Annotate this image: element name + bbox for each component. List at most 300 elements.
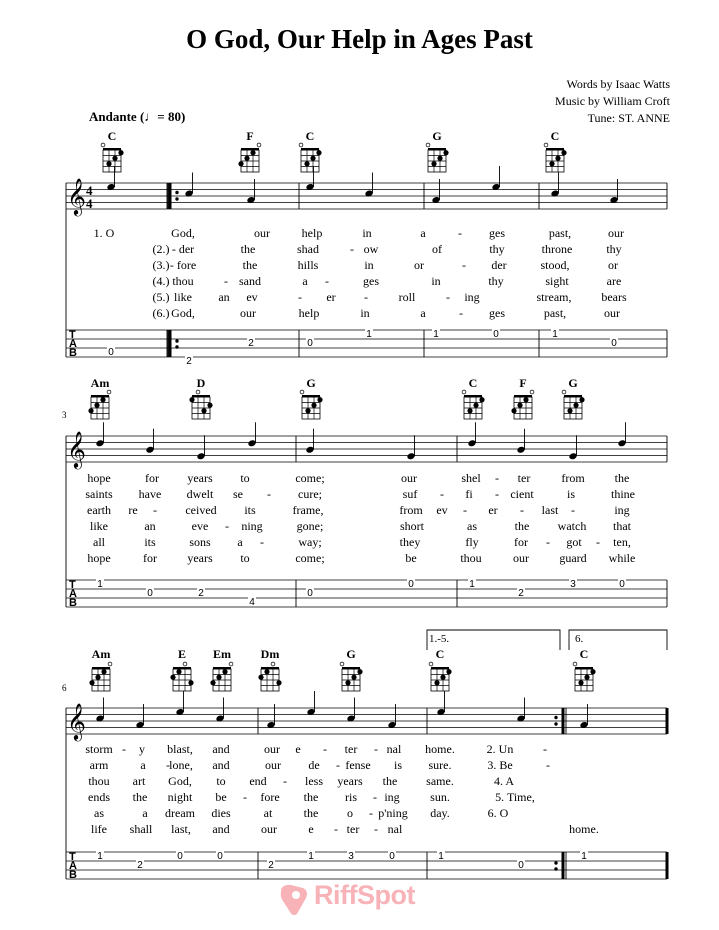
verse-number: (6.) <box>152 306 170 320</box>
lyric-syllable: short <box>400 519 424 533</box>
lyric-syllable: thine <box>611 487 635 501</box>
lyric-syllable: all <box>93 535 105 549</box>
chord-diagram <box>426 143 449 172</box>
chord-diagram <box>88 390 111 419</box>
lyric-syllable: - <box>546 535 550 549</box>
chord-diagram <box>89 662 112 691</box>
chord-diagram <box>300 390 323 419</box>
lyric-syllable: home. <box>569 822 599 836</box>
lyric-syllable: - <box>520 503 524 517</box>
lyric-syllable: at <box>263 806 273 820</box>
lyric-syllable: ev <box>246 290 258 304</box>
lyric-syllable: ter <box>344 742 358 756</box>
tab-fret-number: 0 <box>177 851 183 862</box>
lyric-syllable: 6. O <box>487 806 509 820</box>
lyric-syllable: thou <box>172 274 194 288</box>
verse-number: 1. O <box>93 226 115 240</box>
first-ending-bracket <box>427 630 560 650</box>
lyric-syllable: a <box>302 274 308 288</box>
lyric-syllable: our <box>401 471 417 485</box>
time-signature: 4 <box>86 183 93 198</box>
chord-diagram <box>511 390 533 419</box>
music-credit: Music by William Croft <box>555 94 670 108</box>
lyric-syllable: o <box>347 806 353 820</box>
tab-clef: B <box>69 869 77 881</box>
lyric-syllable: ing <box>614 503 630 517</box>
repeat-dot <box>175 197 178 200</box>
tab-fret-number: 2 <box>248 338 254 349</box>
lyric-syllable: its <box>144 535 156 549</box>
lyric-syllable: - <box>495 471 499 485</box>
chord-diagram <box>299 143 322 172</box>
lyric-syllable: the <box>132 790 148 804</box>
lyric-syllable: ris <box>345 790 357 804</box>
lyric-syllable: to <box>216 774 226 788</box>
lyric-syllable: our <box>264 742 280 756</box>
chord-name: G <box>346 647 356 661</box>
repeat-dot <box>554 716 557 719</box>
tab-fret-number: 3 <box>570 579 576 590</box>
lyric-syllable: - <box>374 822 378 836</box>
tab-clef: A <box>69 338 77 350</box>
lyric-syllable: years <box>337 774 363 788</box>
lyric-syllable: have <box>138 487 162 501</box>
lyric-syllable: - <box>458 226 462 240</box>
lyric-syllable: for <box>514 535 528 549</box>
repeat-dot <box>554 867 557 870</box>
lyric-syllable: or <box>414 258 424 272</box>
verse-number: (3.) <box>152 258 170 272</box>
chord-diagram <box>101 143 124 172</box>
song-title: O God, Our Help in Ages Past <box>186 24 533 54</box>
tab-clef: B <box>69 347 77 359</box>
lyric-syllable: frame, <box>292 503 324 517</box>
lyric-syllable: fense <box>345 758 371 772</box>
chord-name: D <box>196 376 206 390</box>
lyric-syllable: - <box>336 758 340 772</box>
lyric-syllable: - <box>298 290 302 304</box>
tab-fret-number: 2 <box>198 588 204 599</box>
lyric-syllable: shall <box>129 822 153 836</box>
lyric-syllable: our <box>240 306 256 320</box>
lyric-syllable: ing <box>384 790 400 804</box>
chord-diagram <box>170 662 193 691</box>
lyric-syllable: less <box>305 774 323 788</box>
lyric-syllable: night <box>167 790 193 804</box>
tab-fret-number: 0 <box>307 588 313 599</box>
chord-diagram <box>258 662 281 691</box>
lyric-syllable: end <box>249 774 267 788</box>
lyric-syllable: shad <box>297 242 319 256</box>
lyric-syllable: past, <box>543 306 567 320</box>
lyric-syllable: the <box>303 790 319 804</box>
chord-diagram <box>573 662 596 691</box>
lyric-syllable: last, <box>171 822 191 836</box>
lyric-syllable: thou <box>88 774 110 788</box>
treble-clef-icon: 𝄞 <box>67 430 86 468</box>
tab-fret-number: 1 <box>308 851 314 862</box>
repeat-dot <box>554 722 557 725</box>
tab-fret-number: 4 <box>249 597 255 608</box>
lyric-syllable: - <box>459 306 463 320</box>
lyric-syllable: art <box>132 774 146 788</box>
lyric-syllable: - <box>122 742 126 756</box>
lyric-syllable: de <box>308 758 320 772</box>
lyric-syllable: be <box>215 790 227 804</box>
lyric-syllable: are <box>606 274 622 288</box>
riffspot-logo-icon <box>275 882 311 918</box>
lyric-syllable: a <box>420 306 426 320</box>
lyric-syllable: be <box>405 551 417 565</box>
tab-fret-number: 1 <box>366 329 372 340</box>
tab-fret-number: 2 <box>186 356 192 367</box>
measure-number: 3 <box>62 410 67 420</box>
lyric-syllable: the <box>242 258 258 272</box>
tab-fret-number: 0 <box>518 860 524 871</box>
lyric-syllable: gone; <box>296 519 324 533</box>
tab-fret-number: 0 <box>493 329 499 340</box>
lyric-syllable: home. <box>425 742 455 756</box>
lyric-syllable: - fore <box>169 258 197 272</box>
lyric-syllable: - der <box>171 242 195 256</box>
lyric-syllable: years <box>187 471 213 485</box>
lyric-syllable: like <box>174 290 192 304</box>
lyric-syllable: arm <box>89 758 109 772</box>
lyric-syllable: 4. A <box>493 774 515 788</box>
lyric-syllable: stood, <box>540 258 570 272</box>
tab-fret-number: 0 <box>611 338 617 349</box>
tab-fret-number: 2 <box>268 860 274 871</box>
chord-name: F <box>246 129 254 143</box>
lyric-syllable: our <box>265 758 281 772</box>
lyric-syllable: - <box>283 774 287 788</box>
lyric-syllable: our <box>608 226 624 240</box>
chord-name: Dm <box>260 647 280 661</box>
lyric-syllable: in <box>362 226 372 240</box>
lyric-syllable: fly <box>465 535 479 549</box>
lyric-syllable: like <box>90 519 108 533</box>
lyric-syllable: - <box>543 742 547 756</box>
lyric-syllable: sun. <box>430 790 450 804</box>
lyric-syllable: that <box>613 519 631 533</box>
lyric-syllable: saints <box>85 487 113 501</box>
chord-name: G <box>568 376 578 390</box>
lyric-syllable: from <box>561 471 585 485</box>
lyric-syllable: e <box>308 822 314 836</box>
lyric-syllable: er <box>488 503 498 517</box>
chord-diagram <box>189 390 212 419</box>
lyric-syllable: bears <box>601 290 627 304</box>
lyric-syllable: eve <box>191 519 209 533</box>
lyric-syllable: storm <box>85 742 113 756</box>
lyric-syllable: is <box>393 758 403 772</box>
lyric-syllable: nal <box>387 822 403 836</box>
lyric-syllable: a <box>140 758 146 772</box>
lyric-syllable: - <box>571 503 575 517</box>
lyric-syllable: fi <box>465 487 473 501</box>
lyric-syllable: shel <box>461 471 481 485</box>
lyric-syllable: suf <box>402 487 418 501</box>
chord-diagram <box>544 143 567 172</box>
lyric-syllable: a <box>420 226 426 240</box>
first-ending-label: 1.-5. <box>429 633 450 645</box>
lyric-syllable: sand <box>239 274 261 288</box>
tab-fret-number: 2 <box>518 588 524 599</box>
lyric-syllable: y <box>139 742 145 756</box>
tab-fret-number: 1 <box>469 579 475 590</box>
lyric-syllable: - <box>166 758 170 772</box>
lyric-syllable: years <box>187 551 213 565</box>
lyric-syllable: God, <box>171 306 195 320</box>
lyric-syllable: - <box>350 242 354 256</box>
lyric-syllable: and <box>212 758 230 772</box>
measure-number: 6 <box>62 683 67 693</box>
tab-clef: T <box>69 579 76 591</box>
chord-diagram <box>429 662 452 691</box>
chord-diagram <box>462 390 485 419</box>
lyric-syllable: - <box>446 290 450 304</box>
tab-fret-number: 1 <box>433 329 439 340</box>
chord-name: C <box>107 129 117 143</box>
chord-name: G <box>306 376 316 390</box>
tab-fret-number: 0 <box>389 851 395 862</box>
lyric-syllable: its <box>244 503 256 517</box>
lyric-syllable: - <box>267 487 271 501</box>
second-ending-bracket <box>569 630 667 650</box>
lyric-syllable: God, <box>168 774 192 788</box>
lyric-syllable: der <box>491 258 507 272</box>
lyric-syllable: God, <box>171 226 195 240</box>
second-ending-label: 6. <box>575 633 584 645</box>
treble-clef-icon: 𝄞 <box>67 702 86 740</box>
tab-fret-number: 3 <box>348 851 354 862</box>
lyric-syllable: the <box>514 519 530 533</box>
verse-number: (2.) <box>152 242 170 256</box>
tune-credit: Tune: ST. ANNE <box>587 111 670 125</box>
lyric-syllable: the <box>303 806 319 820</box>
lyric-syllable: ow <box>363 242 379 256</box>
chord-name: C <box>435 647 445 661</box>
lyric-syllable: re <box>128 503 138 517</box>
lyric-syllable: dies <box>211 806 231 820</box>
lyric-syllable: the <box>382 774 398 788</box>
lyric-syllable: way; <box>298 535 322 549</box>
lyric-syllable: and <box>212 822 230 836</box>
lyric-syllable: 2. Un <box>486 742 514 756</box>
lyric-syllable: - <box>369 806 373 820</box>
tab-clef: A <box>69 588 77 600</box>
lyric-syllable: in <box>431 274 441 288</box>
lyric-syllable: come; <box>295 471 325 485</box>
lyric-syllable: the <box>240 242 256 256</box>
lyric-syllable: for <box>145 471 159 485</box>
treble-clef-icon: 𝄞 <box>67 177 86 215</box>
chord-name: C <box>305 129 315 143</box>
lyric-syllable: dwelt <box>186 487 214 501</box>
verse-number: (5.) <box>152 290 170 304</box>
lyric-syllable: - <box>546 758 550 772</box>
repeat-dot <box>175 191 178 194</box>
chord-name: Em <box>213 647 231 661</box>
lyric-syllable: as <box>467 519 477 533</box>
tab-clef: T <box>69 329 76 341</box>
tab-fret-number: 1 <box>438 851 444 862</box>
tempo-text: Andante <box>89 109 137 124</box>
chord-name: F <box>519 376 527 390</box>
lyric-syllable: - <box>373 790 377 804</box>
lyric-syllable: while <box>608 551 636 565</box>
lyric-syllable: - <box>374 742 378 756</box>
lyric-syllable: come; <box>295 551 325 565</box>
verse-number: (4.) <box>152 274 170 288</box>
lyric-syllable: guard <box>559 551 587 565</box>
lyric-syllable: past, <box>548 226 572 240</box>
lyric-syllable: our <box>513 551 529 565</box>
chord-name: Am <box>90 376 110 390</box>
lyric-syllable: fore <box>260 790 280 804</box>
lyric-syllable: ter <box>346 822 360 836</box>
lyric-syllable: hills <box>297 258 319 272</box>
lyric-syllable: is <box>566 487 576 501</box>
lyric-syllable: - <box>596 535 600 549</box>
lyric-syllable: thy <box>606 242 622 256</box>
chord-name: C <box>579 647 589 661</box>
lyric-syllable: sure. <box>428 758 452 772</box>
tab-fret-number: 0 <box>147 588 153 599</box>
lyric-syllable: - <box>462 258 466 272</box>
lyric-syllable: - <box>495 487 499 501</box>
lyric-syllable: se <box>233 487 243 501</box>
lyric-syllable: of <box>432 242 442 256</box>
tab-clef: B <box>69 597 77 609</box>
tab-fret-number: 0 <box>108 347 114 358</box>
lyric-syllable: in <box>364 258 374 272</box>
chord-name: C <box>550 129 560 143</box>
lyric-syllable: - <box>364 290 368 304</box>
lyric-syllable: in <box>360 306 370 320</box>
lyric-syllable: ev <box>436 503 448 517</box>
lyric-syllable: day. <box>430 806 450 820</box>
lyric-syllable: p'ning <box>378 806 408 820</box>
tab-fret-number: 1 <box>97 579 103 590</box>
lyric-syllable: last <box>541 503 559 517</box>
lyric-syllable: ing <box>464 290 480 304</box>
lyric-syllable: life <box>91 822 107 836</box>
lyric-syllable: ges <box>363 274 379 288</box>
tab-fret-number: 1 <box>581 851 587 862</box>
lyric-syllable: ges <box>489 226 505 240</box>
tab-clef: T <box>69 851 76 863</box>
riffspot-logo: RiffSpot <box>314 880 415 910</box>
lyric-syllable: - <box>325 274 329 288</box>
repeat-dot <box>554 861 557 864</box>
lyric-syllable: - <box>260 535 264 549</box>
chord-diagram <box>210 662 233 691</box>
lyric-syllable: blast, <box>167 742 193 756</box>
lyric-syllable: ends <box>88 790 110 804</box>
lyric-syllable: the <box>614 471 630 485</box>
chord-diagram <box>340 662 363 691</box>
lyric-syllable: and <box>212 742 230 756</box>
lyric-syllable: sight <box>545 274 569 288</box>
lyric-syllable: thy <box>489 242 505 256</box>
chord-diagram <box>562 390 585 419</box>
lyric-syllable: roll <box>398 290 416 304</box>
lyric-syllable: watch <box>557 519 587 533</box>
lyric-syllable: as <box>94 806 104 820</box>
lyric-syllable: they <box>399 535 421 549</box>
tab-fret-number: 0 <box>408 579 414 590</box>
lyric-syllable: - <box>224 274 228 288</box>
lyric-syllable: hope <box>87 551 111 565</box>
lyric-syllable: help <box>298 306 320 320</box>
lyric-syllable: from <box>399 503 423 517</box>
lyric-syllable: lone, <box>169 758 193 772</box>
lyric-syllable: - <box>243 790 247 804</box>
lyric-syllable: thy <box>488 274 504 288</box>
quarter-note-icon: ♩ <box>144 109 158 124</box>
tempo-marking: Andante (♩= 80) <box>89 109 186 124</box>
repeat-dot <box>175 339 178 342</box>
tab-clef: A <box>69 860 77 872</box>
chord-name: Am <box>91 647 111 661</box>
lyric-syllable: er <box>326 290 336 304</box>
lyric-syllable: throne <box>541 242 573 256</box>
lyric-syllable: dream <box>165 806 195 820</box>
lyric-syllable: - <box>323 742 327 756</box>
chord-name: C <box>468 376 478 390</box>
lyric-syllable: - <box>334 822 338 836</box>
lyric-syllable: for <box>143 551 157 565</box>
lyric-syllable: ges <box>489 306 505 320</box>
lyric-syllable: - <box>463 503 467 517</box>
chord-diagram <box>238 143 261 172</box>
repeat-dot <box>175 345 178 348</box>
lyric-syllable: e <box>295 742 301 756</box>
lyric-syllable: our <box>261 822 277 836</box>
lyric-syllable: thou <box>460 551 482 565</box>
tab-fret-number: 0 <box>217 851 223 862</box>
chord-name: E <box>177 647 187 661</box>
lyric-syllable: help <box>301 226 323 240</box>
lyric-syllable: - <box>225 519 229 533</box>
tempo-value: = 80 <box>157 109 181 124</box>
lyric-syllable: to <box>240 551 250 565</box>
lyric-syllable: cure; <box>298 487 322 501</box>
lyric-syllable: earth <box>87 503 111 517</box>
lyric-syllable: hope <box>87 471 111 485</box>
lyric-syllable: to <box>240 471 250 485</box>
tab-fret-number: 2 <box>137 860 143 871</box>
lyric-syllable: 3. Be <box>487 758 513 772</box>
lyric-syllable: a <box>237 535 243 549</box>
lyric-syllable: - <box>153 503 157 517</box>
lyric-syllable: 5. Time, <box>495 790 535 804</box>
lyric-syllable: our <box>604 306 620 320</box>
tab-fret-number: 1 <box>552 329 558 340</box>
lyric-syllable: an <box>218 290 230 304</box>
lyric-syllable: - <box>440 487 444 501</box>
lyric-syllable: same. <box>426 774 454 788</box>
lyric-syllable: nal <box>386 742 402 756</box>
lyric-syllable: ceived <box>185 503 217 517</box>
lyric-syllable: ten, <box>613 535 631 549</box>
tab-fret-number: 1 <box>97 851 103 862</box>
words-credit: Words by Isaac Watts <box>566 77 670 91</box>
lyric-syllable: ning <box>241 519 263 533</box>
lyric-syllable: cient <box>510 487 534 501</box>
lyric-syllable: a <box>142 806 148 820</box>
